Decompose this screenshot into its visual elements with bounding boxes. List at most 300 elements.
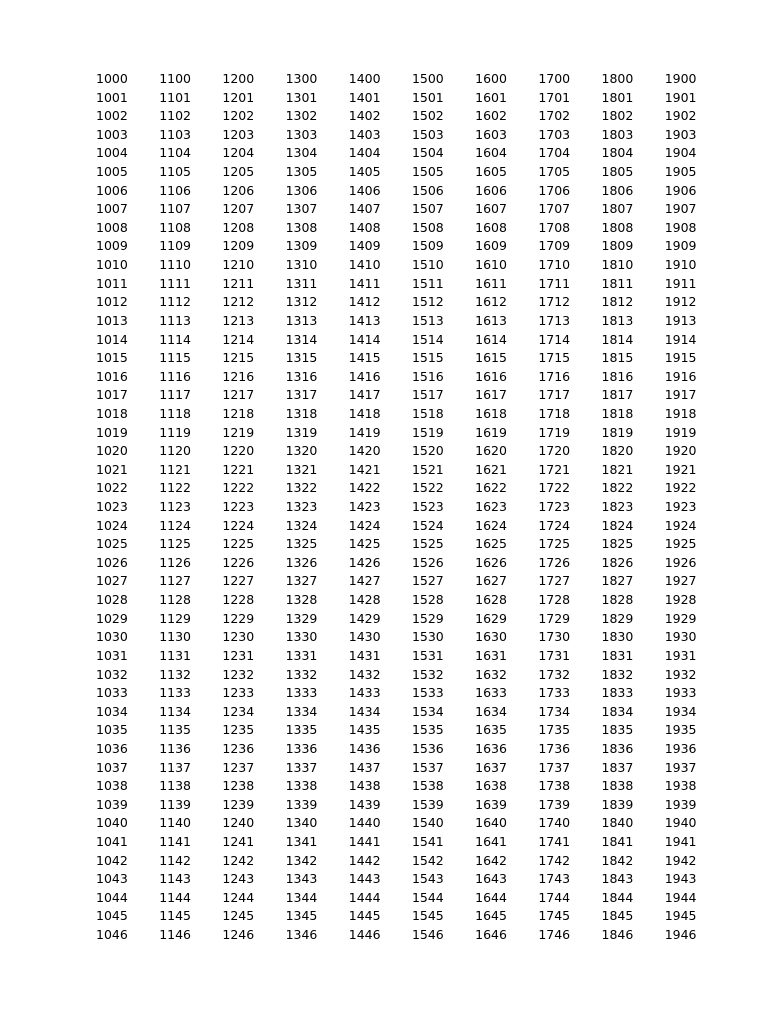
number-cell: 1116 [159,368,191,384]
number-cell: 1544 [411,889,444,905]
number-cell: 1804 [601,145,634,161]
number-cell: 1146 [159,927,191,943]
number-cell: 1221 [222,461,255,477]
number-cell: 1531 [411,647,444,663]
number-cell: 1104 [159,145,191,161]
number-cell: 1020 [96,443,128,459]
number-cell: 1530 [411,629,444,645]
number-cell: 1703 [538,126,571,142]
number-cell: 1007 [96,201,128,217]
number-cell: 1819 [601,424,634,440]
number-cell: 1811 [601,275,634,291]
number-cell: 1101 [159,89,191,105]
number-cell: 1240 [222,815,255,831]
number-cell: 1417 [348,387,381,403]
number-cell: 1633 [475,685,507,701]
number-cell: 1017 [96,387,128,403]
number-cell: 1710 [538,257,571,273]
number-cell: 1440 [348,815,381,831]
number-cell: 1908 [664,219,697,235]
number-cell: 1239 [222,796,255,812]
number-cell: 1032 [96,666,128,682]
number-cell: 1336 [285,740,318,756]
number-cell: 1808 [601,219,634,235]
number-cell: 1337 [285,759,318,775]
number-cell: 1516 [411,368,444,384]
number-cell: 1201 [222,89,255,105]
number-cell: 1816 [601,368,634,384]
number-cell: 1911 [664,275,697,291]
number-cell: 1827 [601,573,634,589]
number-cell: 1438 [348,778,381,794]
number-cell: 1940 [664,815,697,831]
number-cell: 1737 [538,759,571,775]
number-cell: 1014 [96,331,128,347]
number-cell: 1125 [159,536,191,552]
number-cell: 1344 [285,889,318,905]
number-cell: 1329 [285,610,318,626]
number-cell: 1114 [159,331,191,347]
number-cell: 1818 [601,405,634,421]
number-cell: 1323 [285,499,318,515]
number-cell: 1202 [222,108,255,124]
number-cell: 1511 [411,275,444,291]
number-column [349,70,412,945]
number-cell: 1616 [475,368,507,384]
number-cell: 1045 [96,908,128,924]
number-cell: 1314 [285,331,318,347]
number-cell: 1331 [285,647,318,663]
number-cell: 1015 [96,350,128,366]
number-cell: 1920 [664,443,697,459]
number-cell: 1025 [96,536,128,552]
number-cell: 1540 [411,815,444,831]
number-cell: 1925 [664,536,697,552]
number-cell: 1429 [348,610,381,626]
number-cell: 1704 [538,145,571,161]
number-grid [96,70,728,945]
number-cell: 1231 [222,647,255,663]
number-cell: 1745 [538,908,571,924]
number-cell: 1722 [538,480,571,496]
number-cell: 1243 [222,871,255,887]
number-cell: 1833 [601,685,634,701]
number-cell: 1302 [285,108,318,124]
number-cell: 1930 [664,629,697,645]
number-cell: 1038 [96,778,128,794]
number-cell: 1605 [475,164,507,180]
number-cell: 1901 [664,89,697,105]
number-cell: 1508 [411,219,444,235]
number-cell: 1910 [664,257,697,273]
number-cell: 1823 [601,499,634,515]
number-cell: 1817 [601,387,634,403]
number-cell: 1022 [96,480,128,496]
number-cell: 1137 [159,759,191,775]
number-cell: 1119 [159,424,191,440]
number-cell: 1414 [348,331,381,347]
number-cell: 1715 [538,350,571,366]
number-cell: 1809 [601,238,634,254]
number-cell: 1211 [222,275,255,291]
number-cell: 1513 [411,312,444,328]
number-cell: 1441 [348,833,381,849]
number-cell: 1215 [222,350,255,366]
number-cell: 1634 [475,703,507,719]
number-cell: 1546 [411,927,444,943]
number-cell: 1313 [285,312,318,328]
number-cell: 1012 [96,294,128,310]
number-cell: 1430 [348,629,381,645]
number-cell: 1913 [664,312,697,328]
number-cell: 1410 [348,257,381,273]
number-cell: 1522 [411,480,444,496]
number-cell: 1943 [664,871,697,887]
number-cell: 1319 [285,424,318,440]
number-cell: 1541 [411,833,444,849]
number-cell: 1805 [601,164,634,180]
number-cell: 1037 [96,759,128,775]
number-cell: 1232 [222,666,255,682]
number-cell: 1106 [159,182,191,198]
number-cell: 1708 [538,219,571,235]
number-cell: 1222 [222,480,255,496]
number-cell: 1400 [348,71,381,86]
number-cell: 1826 [601,554,634,570]
number-cell: 1814 [601,331,634,347]
number-cell: 1617 [475,387,507,403]
number-cell: 1741 [538,833,571,849]
number-cell: 1405 [348,164,381,180]
number-cell: 1003 [96,126,128,142]
number-cell: 1426 [348,554,381,570]
number-cell: 1812 [601,294,634,310]
number-cell: 1702 [538,108,571,124]
number-cell: 1834 [601,703,634,719]
number-cell: 1208 [222,219,255,235]
number-cell: 1635 [475,722,507,738]
number-cell: 1018 [96,405,128,421]
number-cell: 1725 [538,536,571,552]
number-cell: 1124 [159,517,191,533]
number-cell: 1218 [222,405,255,421]
number-cell: 1130 [159,629,191,645]
number-cell: 1103 [159,126,191,142]
number-cell: 1802 [601,108,634,124]
number-column [96,70,159,945]
number-cell: 1607 [475,201,507,217]
number-cell: 1846 [601,927,634,943]
number-cell: 1415 [348,350,381,366]
number-cell: 1506 [411,182,444,198]
number-cell: 1719 [538,424,571,440]
number-cell: 1638 [475,778,507,794]
number-cell: 1436 [348,740,381,756]
number-cell: 1705 [538,164,571,180]
number-cell: 1134 [159,703,191,719]
number-cell: 1411 [348,275,381,291]
number-cell: 1308 [285,219,318,235]
number-cell: 1416 [348,368,381,384]
number-cell: 1117 [159,387,191,403]
number-cell: 1602 [475,108,507,124]
number-cell: 1640 [475,815,507,831]
number-cell: 1418 [348,405,381,421]
number-cell: 1507 [411,201,444,217]
number-cell: 1721 [538,461,571,477]
number-cell: 1820 [601,443,634,459]
number-cell: 1327 [285,573,318,589]
number-cell: 1629 [475,610,507,626]
number-cell: 1142 [159,852,191,868]
number-cell: 1707 [538,201,571,217]
number-cell: 1936 [664,740,697,756]
number-cell: 1743 [538,871,571,887]
number-cell: 1203 [222,126,255,142]
number-cell: 1408 [348,219,381,235]
number-cell: 1744 [538,889,571,905]
number-cell: 1821 [601,461,634,477]
number-cell: 1128 [159,592,191,608]
number-cell: 1643 [475,871,507,887]
number-cell: 1303 [285,126,318,142]
number-cell: 1918 [664,405,697,421]
number-cell: 1307 [285,201,318,217]
number-cell: 1537 [411,759,444,775]
number-cell: 1500 [411,71,444,86]
number-cell: 1002 [96,108,128,124]
number-cell: 1631 [475,647,507,663]
number-cell: 1945 [664,908,697,924]
number-column [602,70,665,945]
number-column [222,70,285,945]
number-cell: 1433 [348,685,381,701]
number-cell: 1619 [475,424,507,440]
number-cell: 1004 [96,145,128,161]
number-cell: 1131 [159,647,191,663]
number-cell: 1528 [411,592,444,608]
number-cell: 1301 [285,89,318,105]
number-cell: 1227 [222,573,255,589]
number-cell: 1529 [411,610,444,626]
number-cell: 1204 [222,145,255,161]
number-cell: 1225 [222,536,255,552]
number-cell: 1509 [411,238,444,254]
number-cell: 1320 [285,443,318,459]
number-cell: 1009 [96,238,128,254]
number-cell: 1217 [222,387,255,403]
number-cell: 1311 [285,275,318,291]
number-column [286,70,349,945]
number-cell: 1023 [96,499,128,515]
number-cell: 1533 [411,685,444,701]
number-cell: 1437 [348,759,381,775]
number-cell: 1836 [601,740,634,756]
number-cell: 1906 [664,182,697,198]
number-cell: 1027 [96,573,128,589]
number-cell: 1825 [601,536,634,552]
number-cell: 1233 [222,685,255,701]
number-cell: 1044 [96,889,128,905]
number-cell: 1317 [285,387,318,403]
number-cell: 1013 [96,312,128,328]
number-cell: 1642 [475,852,507,868]
number-cell: 1238 [222,778,255,794]
number-cell: 1632 [475,666,507,682]
number-cell: 1731 [538,647,571,663]
number-cell: 1518 [411,405,444,421]
number-cell: 1234 [222,703,255,719]
number-cell: 1212 [222,294,255,310]
number-cell: 1720 [538,443,571,459]
number-cell: 1803 [601,126,634,142]
number-cell: 1909 [664,238,697,254]
number-cell: 1102 [159,108,191,124]
number-cell: 1136 [159,740,191,756]
number-cell: 1813 [601,312,634,328]
number-cell: 1424 [348,517,381,533]
number-cell: 1736 [538,740,571,756]
number-cell: 1312 [285,294,318,310]
number-cell: 1527 [411,573,444,589]
number-cell: 1324 [285,517,318,533]
number-cell: 1046 [96,927,128,943]
number-cell: 1333 [285,685,318,701]
number-cell: 1923 [664,499,697,515]
number-cell: 1028 [96,592,128,608]
number-cell: 1219 [222,424,255,440]
number-cell: 1501 [411,89,444,105]
number-cell: 1739 [538,796,571,812]
number-cell: 1841 [601,833,634,849]
number-cell: 1935 [664,722,697,738]
number-cell: 1503 [411,126,444,142]
number-cell: 1110 [159,257,191,273]
number-cell: 1144 [159,889,191,905]
number-cell: 1919 [664,424,697,440]
number-cell: 1514 [411,331,444,347]
number-column [665,70,728,945]
number-cell: 1034 [96,703,128,719]
number-cell: 1912 [664,294,697,310]
number-cell: 1931 [664,647,697,663]
number-cell: 1711 [538,275,571,291]
number-cell: 1835 [601,722,634,738]
number-cell: 1542 [411,852,444,868]
number-cell: 1332 [285,666,318,682]
number-cell: 1315 [285,350,318,366]
number-cell: 1929 [664,610,697,626]
number-cell: 1122 [159,480,191,496]
number-cell: 1832 [601,666,634,682]
number-cell: 1519 [411,424,444,440]
number-cell: 1900 [664,71,697,86]
number-cell: 1610 [475,257,507,273]
number-cell: 1220 [222,443,255,459]
number-cell: 1724 [538,517,571,533]
number-cell: 1339 [285,796,318,812]
number-cell: 1627 [475,573,507,589]
number-cell: 1606 [475,182,507,198]
number-column [538,70,601,945]
number-cell: 1112 [159,294,191,310]
number-cell: 1934 [664,703,697,719]
number-cell: 1904 [664,145,697,161]
number-cell: 1618 [475,405,507,421]
number-cell: 1340 [285,815,318,831]
number-column [412,70,475,945]
number-cell: 1709 [538,238,571,254]
number-cell: 1622 [475,480,507,496]
number-cell: 1612 [475,294,507,310]
number-cell: 1926 [664,554,697,570]
number-cell: 1300 [285,71,318,86]
number-cell: 1523 [411,499,444,515]
number-cell: 1229 [222,610,255,626]
number-cell: 1230 [222,629,255,645]
number-cell: 1402 [348,108,381,124]
number-cell: 1107 [159,201,191,217]
number-cell: 1646 [475,927,507,943]
number-cell: 1011 [96,275,128,291]
number-cell: 1434 [348,703,381,719]
number-cell: 1442 [348,852,381,868]
number-cell: 1121 [159,461,191,477]
number-cell: 1040 [96,815,128,831]
number-cell: 1100 [159,71,191,86]
number-cell: 1829 [601,610,634,626]
number-cell: 1412 [348,294,381,310]
number-cell: 1113 [159,312,191,328]
number-cell: 1439 [348,796,381,812]
number-cell: 1224 [222,517,255,533]
number-cell: 1810 [601,257,634,273]
number-cell: 1807 [601,201,634,217]
number-cell: 1645 [475,908,507,924]
number-cell: 1806 [601,182,634,198]
number-cell: 1141 [159,833,191,849]
number-cell: 1210 [222,257,255,273]
number-cell: 1115 [159,350,191,366]
number-cell: 1526 [411,554,444,570]
number-cell: 1740 [538,815,571,831]
number-cell: 1915 [664,350,697,366]
number-cell: 1118 [159,405,191,421]
number-cell: 1316 [285,368,318,384]
number-cell: 1532 [411,666,444,682]
number-cell: 1701 [538,89,571,105]
number-cell: 1946 [664,927,697,943]
number-cell: 1603 [475,126,507,142]
number-cell: 1939 [664,796,697,812]
number-cell: 1305 [285,164,318,180]
number-cell: 1005 [96,164,128,180]
number-cell: 1138 [159,778,191,794]
number-cell: 1624 [475,517,507,533]
number-cell: 1630 [475,629,507,645]
number-cell: 1328 [285,592,318,608]
number-cell: 1837 [601,759,634,775]
number-cell: 1730 [538,629,571,645]
number-cell: 1206 [222,182,255,198]
number-cell: 1735 [538,722,571,738]
number-cell: 1845 [601,908,634,924]
number-cell: 1907 [664,201,697,217]
number-cell: 1209 [222,238,255,254]
number-cell: 1016 [96,368,128,384]
number-cell: 1903 [664,126,697,142]
number-cell: 1338 [285,778,318,794]
